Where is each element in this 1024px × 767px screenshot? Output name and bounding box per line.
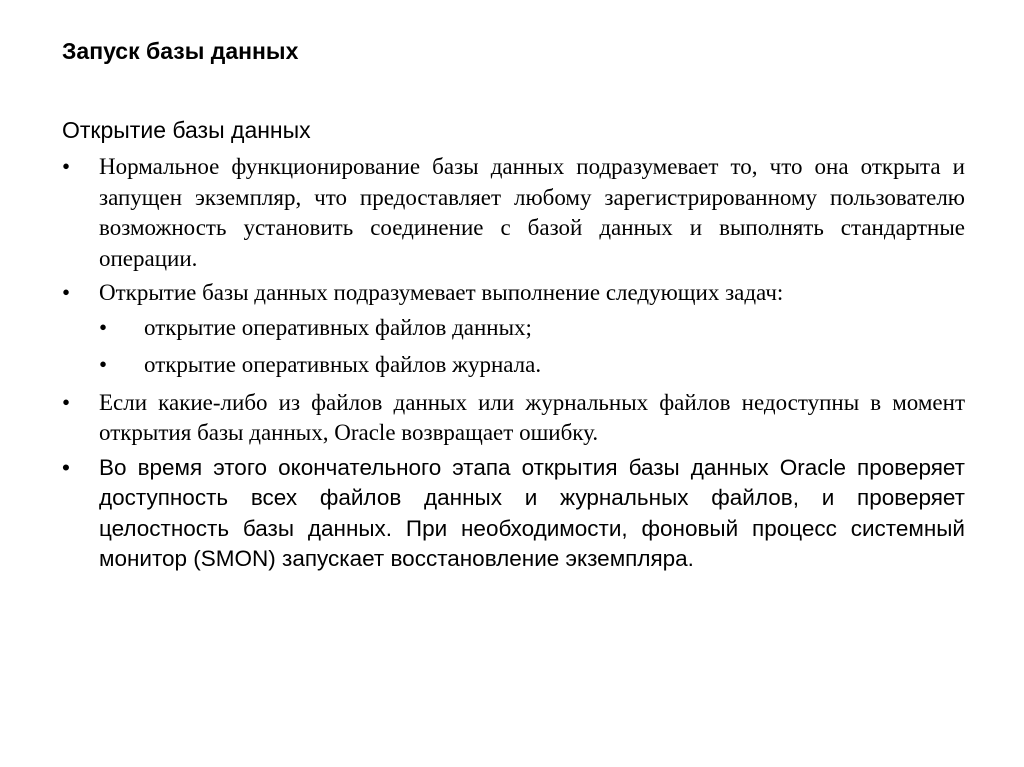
list-item [62, 152, 965, 274]
sub-list-item [62, 350, 965, 381]
bullet-icon: • [62, 280, 71, 305]
sub-list-item-text: открытие оперативных файлов журнала. [144, 352, 542, 377]
bullet-icon: • [99, 314, 108, 340]
bullet-list [62, 152, 965, 579]
list-item-text: Во время этого окончательного этапа открытия базы данных Oracle проверяет доступность всех файлов данных и журнальных файлов, и проверяет целостность базы данных. При необходимости, фоновый процесс системный монитор (SMON) запускает восстановление экземпляра. [99, 454, 965, 571]
list-item-text: Открытие базы данных подразумевает выполнение следующих задач: [99, 280, 784, 305]
list-item [62, 278, 965, 309]
bullet-icon: • [99, 352, 108, 377]
slide-title: Запуск базы данных [62, 38, 299, 64]
bullet-icon: • [62, 389, 71, 415]
sub-list-item [62, 313, 965, 344]
list-item [62, 453, 965, 575]
bullet-icon: • [62, 154, 71, 179]
list-item-text: Нормальное функционирование базы данных подразумевает то, что она открыта и запущен экземпляр, что предоставляет любому зарегистрированному пользователю возможность установить соединение с базой данных и выполнять стандартные операции. [99, 154, 965, 271]
list-item [62, 388, 965, 449]
slide-subtitle: Открытие базы данных [62, 117, 311, 143]
sub-list-item-text: открытие оперативных файлов данных; [144, 314, 532, 340]
bullet-icon: • [62, 454, 70, 480]
list-item-text: Если какие-либо из файлов данных или журнальных файлов недоступны в момент открытия базы данных, Oracle возвращает ошибку. [99, 389, 965, 445]
